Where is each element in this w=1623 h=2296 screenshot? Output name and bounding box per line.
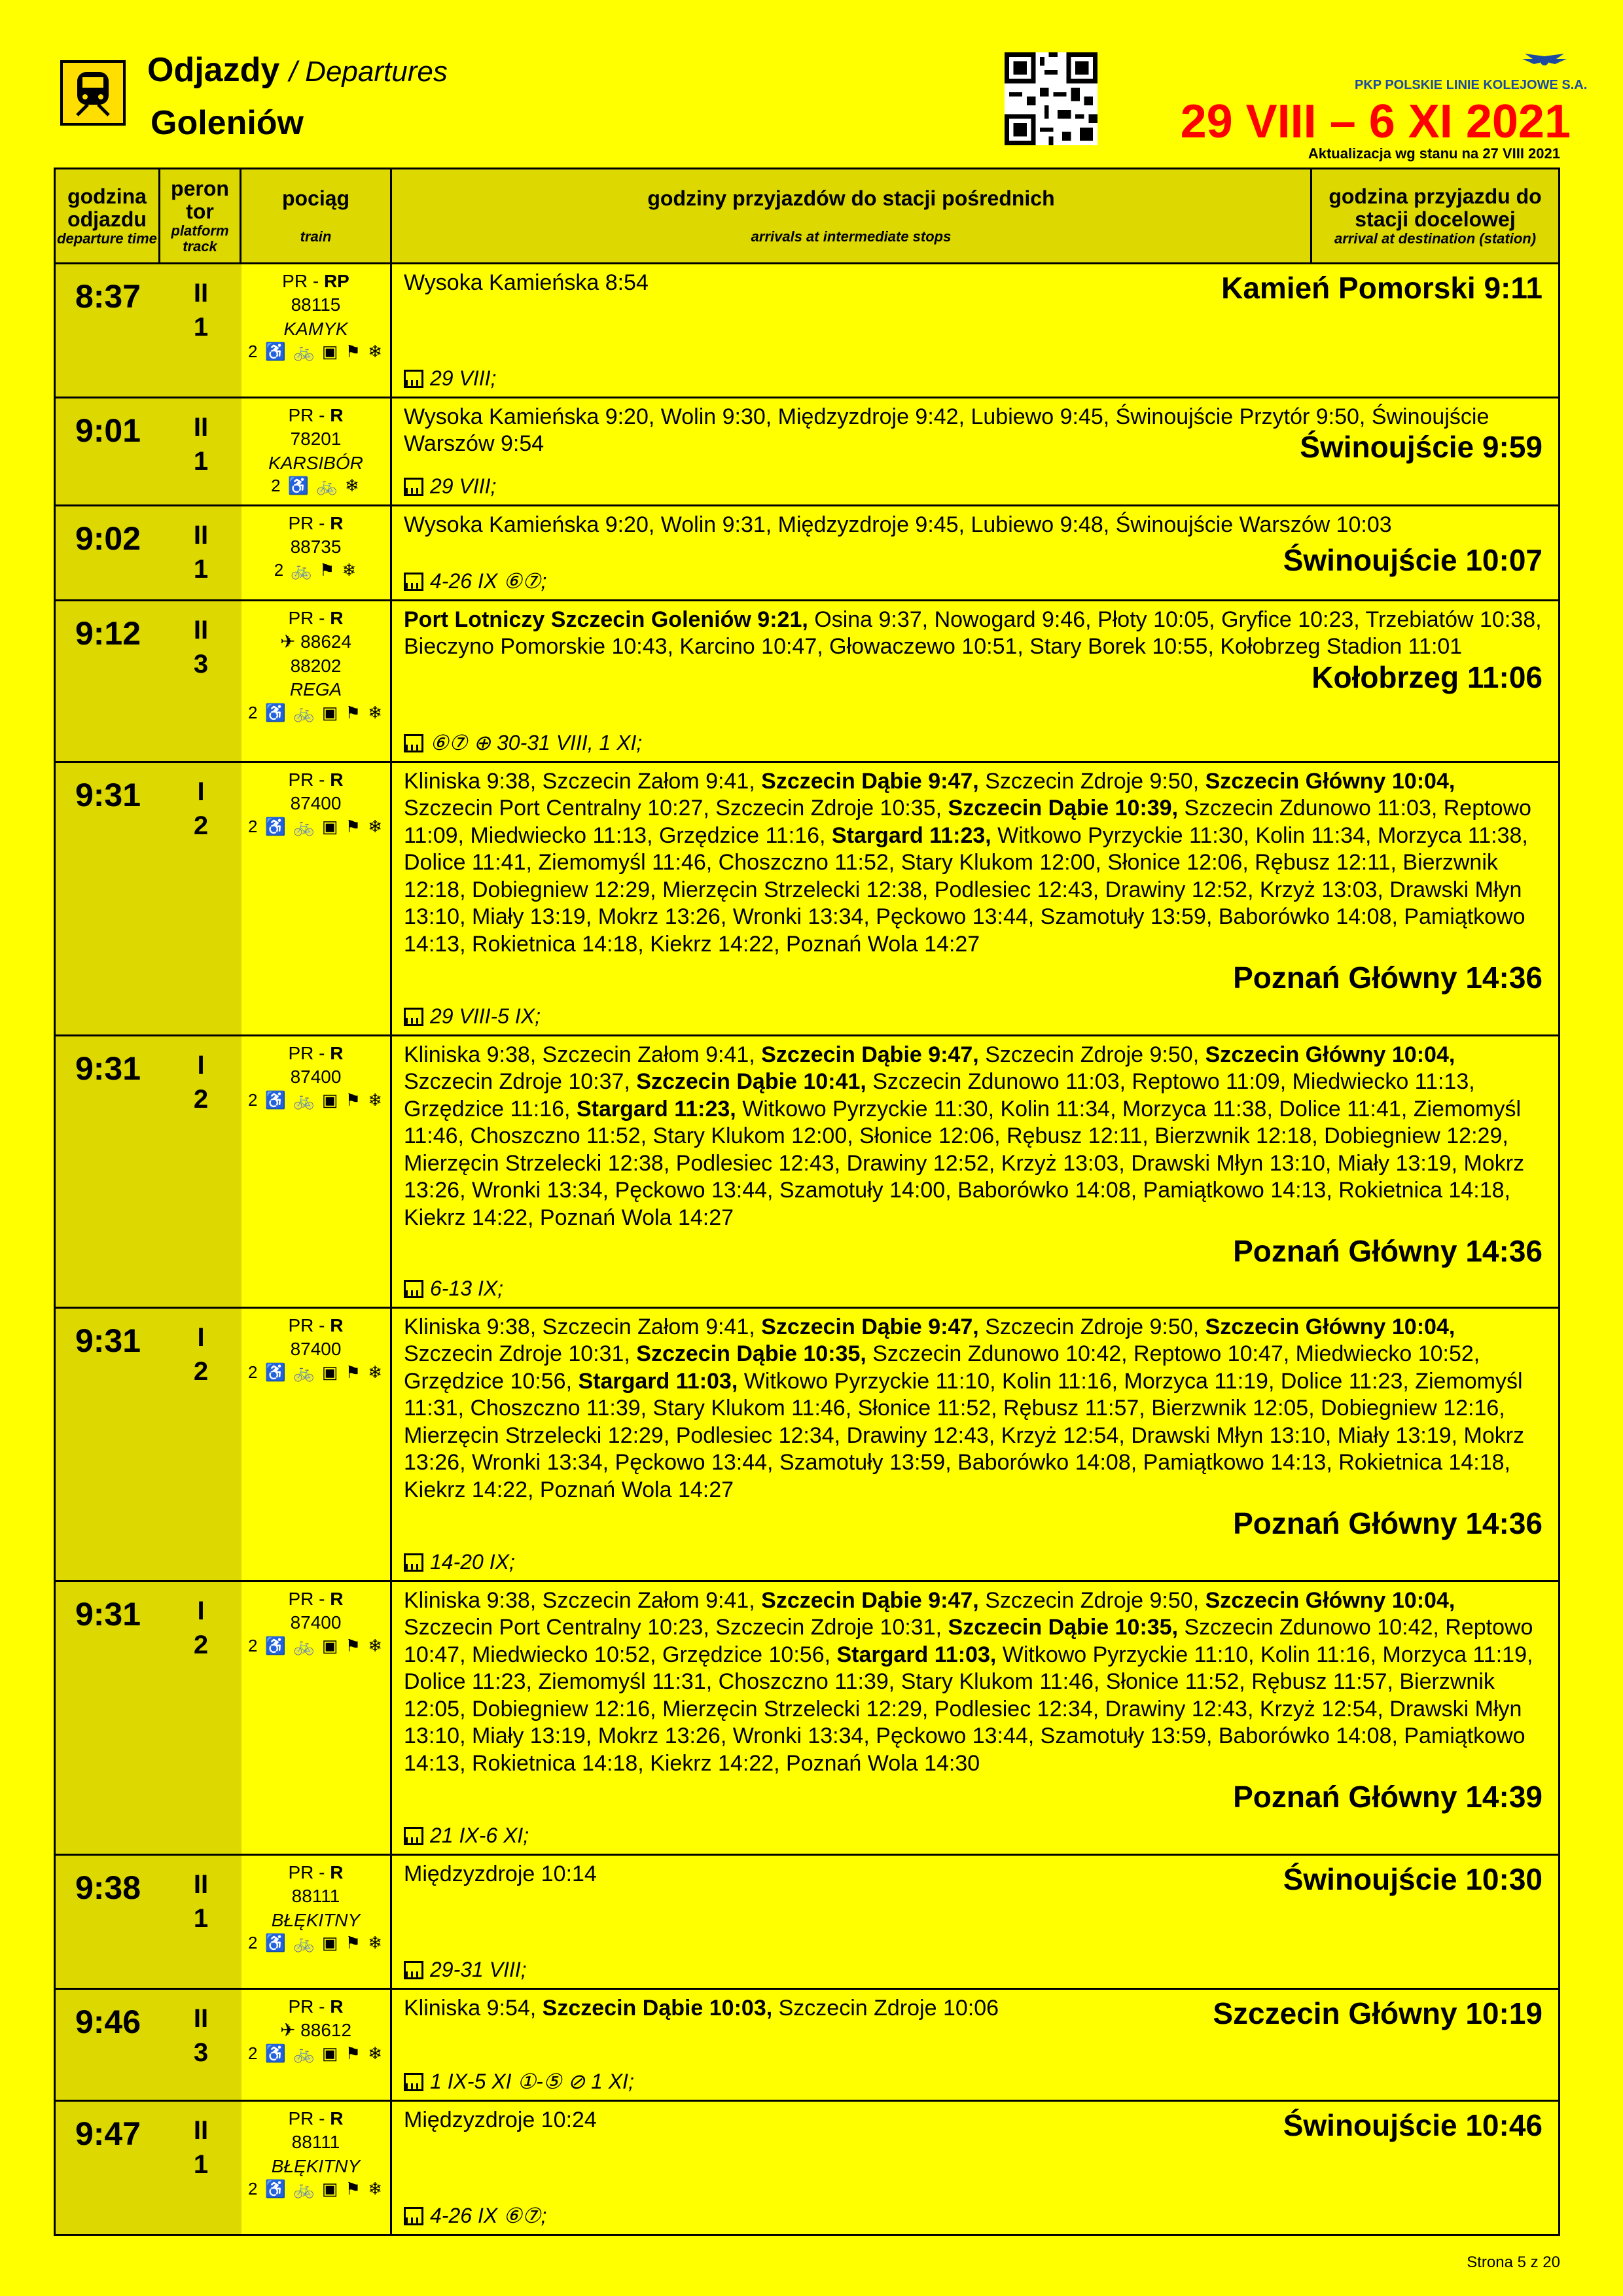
calendar-icon bbox=[404, 1008, 423, 1026]
train-name: KARSIBÓR bbox=[268, 452, 363, 473]
train-number: 87400 bbox=[290, 1339, 342, 1360]
train-info bbox=[241, 1990, 392, 2100]
calendar-note bbox=[404, 1957, 527, 1983]
departure-time: 9:01 bbox=[75, 412, 141, 449]
intermediate-stops bbox=[392, 1856, 1558, 1988]
track: 3 bbox=[193, 2038, 209, 2067]
table-row bbox=[56, 506, 1558, 601]
platform: I bbox=[197, 1597, 205, 1625]
platform-track bbox=[160, 1990, 241, 2100]
table-row bbox=[56, 398, 1558, 506]
train-number: 88735 bbox=[290, 537, 342, 557]
calendar-note bbox=[404, 2203, 546, 2229]
track: 1 bbox=[193, 313, 209, 342]
title-pl: Odjazdy bbox=[147, 51, 280, 89]
category: PR bbox=[288, 405, 314, 425]
intermediate-stops bbox=[392, 264, 1558, 397]
calendar-icon bbox=[404, 1553, 423, 1572]
departure-time: 9:31 bbox=[75, 1322, 141, 1359]
track: 1 bbox=[193, 1904, 209, 1933]
train-name: BŁĘKITNY bbox=[271, 1909, 361, 1930]
category: PR bbox=[288, 2108, 314, 2128]
departure-time: 9:31 bbox=[75, 1596, 141, 1633]
track: 1 bbox=[193, 555, 209, 584]
departure-time: 8:37 bbox=[75, 278, 141, 315]
stops-list: Kliniska 9:38, Szczecin Załom 9:41, Szczecin Dąbie 9:47, Szczecin Zdroje 9:50, Szczecin Główny 10:04, Szczecin Zdroje 10:31, Szczecin Dąbie 10:35, Szczecin Zdunowo 10:42, Reptowo 10:47, Miedwiecko 10:52, Grzędzice 10:56, Stargard 11:03, Witkowo Pyrzyckie 11:10, Kolin 11:16, Morzyca 11:19, Dolice 11:23, Ziemomyśl 11:31, Choszczno 11:39, Stary Klukom 11:46, Słonice 11:52, Rębusz 11:57, Bierzwnik 12:05, Dobiegniew 12:16, Mierzęcin Strzelecki 12:29, Podlesiec 12:34, Drawiny 12:43, Krzyż 12:54, Drawski Młyn 13:10, Miały 13:19, Mokrz 13:26, Wronki 13:34, Pęckowo 13:44, Szamotuły 13:59, Baborówko 14:08, Pamiątkowo 14:13, Rokietnica 14:18, Kiekrz 14:22, Poznań Wola 14:27 bbox=[404, 1315, 1525, 1502]
calendar-icon bbox=[404, 1280, 423, 1298]
table-row bbox=[56, 1582, 1558, 1856]
amenity-icons: 2 ♿ 🚲 ▣ ⚑ ❄ bbox=[248, 816, 383, 836]
train-info bbox=[241, 601, 392, 761]
platform-track bbox=[160, 2102, 241, 2234]
stops-list: Port Lotniczy Szczecin Goleniów 9:21, Osina 9:37, Nowogard 9:46, Płoty 10:05, Gryfice 10:23, Trzebiatów 10:38, Bieczyno Pomorskie 10:43, Karcino 10:47, Głowaczewo 10:51, Stary Borek 10:55, Kołobrzeg Stadion 11:01 bbox=[404, 607, 1542, 660]
departure-time: 9:47 bbox=[75, 2115, 141, 2152]
departure-time: 9:38 bbox=[75, 1869, 141, 1906]
validity-period: 29 VIII – 6 XI 2021 bbox=[1180, 96, 1571, 148]
platform: I bbox=[197, 1323, 205, 1352]
destination: Szczecin Główny 10:19 bbox=[1213, 1996, 1543, 2030]
platform-track bbox=[160, 1856, 241, 1988]
departures-table bbox=[54, 168, 1560, 2236]
operator-name: PKP POLSKIE LINIE KOLEJOWE S.A. bbox=[1355, 78, 1588, 92]
stops-list: Wysoka Kamieńska 9:20, Wolin 9:31, Międzyzdroje 9:45, Lubiewo 9:48, Świnoujście Warszów 10:03 bbox=[404, 512, 1392, 537]
row-left bbox=[56, 1309, 241, 1580]
stops-list: Kliniska 9:54, Szczecin Dąbie 10:03, Szczecin Zdroje 10:06 bbox=[404, 1996, 999, 2021]
platform: II bbox=[193, 1870, 209, 1899]
operator-code: R bbox=[330, 1862, 344, 1882]
operating-days: 29 VIII-5 IX; bbox=[430, 1004, 541, 1028]
intermediate-stops bbox=[392, 2102, 1558, 2234]
platform-track bbox=[160, 1582, 241, 1854]
operating-days: 4-26 IX ⑥⑦; bbox=[430, 569, 547, 593]
table-row bbox=[56, 601, 1558, 763]
category: PR bbox=[288, 1589, 314, 1609]
row-left bbox=[56, 264, 241, 397]
train-name: BŁĘKITNY bbox=[271, 2155, 361, 2176]
category: PR bbox=[288, 1996, 314, 2017]
intermediate-stops bbox=[392, 1582, 1558, 1854]
calendar-note bbox=[404, 730, 642, 756]
platform: II bbox=[193, 2116, 209, 2145]
platform-track bbox=[160, 506, 241, 599]
track: 2 bbox=[193, 1357, 209, 1386]
operator-code: R bbox=[330, 1315, 344, 1335]
table-body bbox=[56, 264, 1558, 2234]
row-left bbox=[56, 1990, 241, 2100]
table-row bbox=[56, 1990, 1558, 2102]
calendar-note bbox=[404, 1004, 541, 1029]
row-left bbox=[56, 1856, 241, 1988]
train-category: PR - R bbox=[288, 513, 344, 533]
amenity-icons: 2 ♿ 🚲 ▣ ⚑ ❄ bbox=[248, 2043, 383, 2063]
calendar-icon bbox=[404, 370, 423, 388]
destination: Poznań Główny 14:36 bbox=[1233, 961, 1543, 995]
platform: II bbox=[193, 279, 209, 308]
operator-code: R bbox=[330, 2108, 344, 2128]
platform: II bbox=[193, 616, 209, 645]
train-category: PR - R bbox=[288, 769, 344, 790]
table-row bbox=[56, 264, 1558, 398]
operator-code: R bbox=[330, 1996, 344, 2017]
platform: II bbox=[193, 521, 209, 550]
operator-code: R bbox=[330, 405, 344, 425]
intermediate-stops bbox=[392, 1036, 1558, 1307]
operator-code: R bbox=[330, 1589, 344, 1609]
category: PR bbox=[288, 769, 314, 790]
col-departure: godzina odjazdu departure time bbox=[56, 169, 160, 262]
platform-track bbox=[160, 601, 241, 761]
calendar-icon bbox=[404, 1961, 423, 1979]
operating-days: 29 VIII; bbox=[430, 474, 497, 498]
train-icon bbox=[60, 60, 126, 126]
track: 1 bbox=[193, 2150, 209, 2179]
train-info bbox=[241, 1036, 392, 1307]
amenity-icons: 2 ♿ 🚲 ▣ ⚑ ❄ bbox=[248, 1933, 383, 1953]
train-info bbox=[241, 763, 392, 1034]
stops-list: Wysoka Kamieńska 8:54 bbox=[404, 270, 649, 295]
calendar-icon bbox=[404, 734, 423, 752]
operator-code: R bbox=[330, 1043, 344, 1063]
calendar-note bbox=[404, 1549, 515, 1575]
departure-time: 9:46 bbox=[75, 2004, 141, 2040]
intermediate-stops bbox=[392, 506, 1558, 599]
intermediate-stops bbox=[392, 1990, 1558, 2100]
operator-code: R bbox=[330, 608, 344, 628]
page-title bbox=[147, 51, 448, 90]
operating-days: 1 IX-5 XI ①-⑤ ⊘ 1 XI; bbox=[430, 2069, 634, 2093]
operating-days: 21 IX-6 XI; bbox=[430, 1823, 529, 1847]
stops-list: Kliniska 9:38, Szczecin Załom 9:41, Szczecin Dąbie 9:47, Szczecin Zdroje 9:50, Szczecin Główny 10:04, Szczecin Port Centralny 10:27, Szczecin Zdroje 10:35, Szczecin Dąbie 10:39, Szczecin Zdunowo 11:03, Reptowo 11:09, Miedwiecko 11:13, Grzędzice 11:16, Stargard 11:23, Witkowo Pyrzyckie 11:30, Kolin 11:34, Morzyca 11:38, Dolice 11:41, Ziemomyśl 11:46, Choszczno 11:52, Stary Klukom 12:00, Słonice 12:06, Rębusz 12:11, Bierzwnik 12:18, Dobiegniew 12:29, Mierzęcin Strzelecki 12:38, Podlesiec 12:43, Drawiny 12:52, Krzyż 13:03, Drawski Młyn 13:10, Miały 13:19, Mokrz 13:26, Wronki 13:34, Pęckowo 13:44, Szamotuły 13:59, Baborówko 14:08, Pamiątkowo 14:13, Rokietnica 14:18, Kiekrz 14:22, Poznań Wola 14:27 bbox=[404, 769, 1531, 957]
track: 2 bbox=[193, 811, 209, 840]
row-left bbox=[56, 1582, 241, 1854]
train-category: PR - R bbox=[288, 405, 344, 425]
train-category: PR - R bbox=[288, 2108, 344, 2128]
train-number: ✈ 88612 bbox=[279, 2020, 352, 2041]
row-left bbox=[56, 1036, 241, 1307]
destination: Poznań Główny 14:39 bbox=[1233, 1780, 1543, 1814]
col-train: pociąg train bbox=[241, 169, 392, 262]
platform: I bbox=[197, 777, 205, 806]
destination: Świnoujście 10:30 bbox=[1283, 1862, 1543, 1896]
calendar-icon bbox=[404, 478, 423, 496]
operating-days: 14-20 IX; bbox=[430, 1549, 515, 1574]
track: 2 bbox=[193, 1631, 209, 1659]
row-left bbox=[56, 601, 241, 761]
train-category: PR - R bbox=[288, 1315, 344, 1335]
destination: Kamień Pomorski 9:11 bbox=[1221, 271, 1543, 305]
operating-days: 6-13 IX; bbox=[430, 1276, 504, 1300]
operator-logo bbox=[1355, 52, 1588, 93]
operating-days: 4-26 IX ⑥⑦; bbox=[430, 2203, 547, 2227]
amenity-icons: 2 ♿ 🚲 ▣ ⚑ ❄ bbox=[248, 1362, 383, 1382]
destination: Świnoujście 9:59 bbox=[1300, 430, 1543, 464]
category: PR bbox=[288, 1043, 314, 1063]
departure-time: 9:31 bbox=[75, 1050, 141, 1087]
train-number: 87400 bbox=[290, 793, 342, 814]
pkp-wings-icon bbox=[1518, 52, 1571, 75]
train-number: 87400 bbox=[290, 1067, 342, 1087]
stops-list: Wysoka Kamieńska 9:20, Wolin 9:30, Międzyzdroje 9:42, Lubiewo 9:45, Świnoujście Przytór 9:50, Świnoujście Warszów 9:54 bbox=[404, 404, 1489, 457]
train-category: PR - R bbox=[288, 1043, 344, 1063]
operating-days: 29 VIII; bbox=[430, 366, 497, 390]
intermediate-stops bbox=[392, 763, 1558, 1034]
train-info bbox=[241, 506, 392, 599]
table-row bbox=[56, 1309, 1558, 1582]
train-category: PR - RP bbox=[282, 271, 349, 291]
amenity-icons: 2 ♿ 🚲 ▣ ⚑ ❄ bbox=[248, 2179, 383, 2199]
stops-list: Międzyzdroje 10:14 bbox=[404, 1862, 597, 1886]
table-header bbox=[56, 169, 1558, 264]
track: 1 bbox=[193, 447, 209, 476]
intermediate-stops bbox=[392, 1309, 1558, 1580]
departure-time: 9:02 bbox=[75, 520, 141, 557]
train-info bbox=[241, 1856, 392, 1988]
calendar-note bbox=[404, 1276, 503, 1301]
intermediate-stops bbox=[392, 601, 1558, 761]
calendar-note bbox=[404, 1823, 529, 1848]
destination: Świnoujście 10:46 bbox=[1283, 2108, 1543, 2142]
train-number: 88111 bbox=[291, 2132, 340, 2153]
departure-time: 9:31 bbox=[75, 777, 141, 813]
calendar-icon bbox=[404, 2207, 423, 2225]
train-number-2: 88202 bbox=[290, 655, 342, 676]
amenity-icons: 2 ♿ 🚲 ▣ ⚑ ❄ bbox=[248, 1089, 383, 1110]
update-note: Aktualizacja wg stanu na 27 VIII 2021 bbox=[1308, 145, 1560, 162]
category: PR bbox=[288, 608, 314, 628]
track: 3 bbox=[193, 650, 209, 679]
train-name: KAMYK bbox=[283, 318, 348, 339]
departure-time: 9:12 bbox=[75, 615, 141, 652]
operator-code: R bbox=[330, 513, 344, 533]
calendar-note bbox=[404, 474, 496, 499]
calendar-icon bbox=[404, 1827, 423, 1845]
train-category: PR - R bbox=[288, 1862, 344, 1882]
destination: Świnoujście 10:07 bbox=[1283, 543, 1543, 577]
page-number: Strona 5 z 20 bbox=[1467, 2253, 1560, 2271]
amenity-icons: 2 ♿ 🚲 ❄ bbox=[271, 476, 361, 496]
destination: Poznań Główny 14:36 bbox=[1233, 1234, 1543, 1268]
category: PR bbox=[282, 271, 308, 291]
train-info bbox=[241, 398, 392, 504]
operator-code: R bbox=[330, 769, 344, 790]
calendar-icon bbox=[404, 573, 423, 591]
platform-track bbox=[160, 264, 241, 397]
row-left bbox=[56, 398, 241, 504]
train-category: PR - R bbox=[288, 1996, 344, 2017]
train-info bbox=[241, 1309, 392, 1580]
category: PR bbox=[288, 1862, 314, 1882]
operating-days: ⑥⑦ ⊕ 30-31 VIII, 1 XI; bbox=[430, 730, 643, 754]
col-stops: godziny przyjazdów do stacji pośrednich arrivals at intermediate stops bbox=[392, 169, 1312, 262]
amenity-icons: 2 ♿ 🚲 ▣ ⚑ ❄ bbox=[248, 702, 383, 722]
train-pictogram bbox=[63, 63, 123, 123]
amenity-icons: 2 🚲 ⚑ ❄ bbox=[274, 559, 358, 580]
row-left bbox=[56, 506, 241, 599]
train-number: ✈ 88624 bbox=[279, 631, 352, 652]
operating-days: 29-31 VIII; bbox=[430, 1957, 527, 1981]
category: PR bbox=[288, 1315, 314, 1335]
train-number: 88115 bbox=[291, 294, 341, 315]
train-category: PR - R bbox=[288, 1589, 344, 1609]
platform-track bbox=[160, 1309, 241, 1580]
calendar-note bbox=[404, 569, 546, 594]
row-left bbox=[56, 763, 241, 1034]
intermediate-stops bbox=[392, 398, 1558, 504]
train-number: 87400 bbox=[290, 1612, 342, 1633]
stops-list: Kliniska 9:38, Szczecin Załom 9:41, Szczecin Dąbie 9:47, Szczecin Zdroje 9:50, Szczecin Główny 10:04, Szczecin Zdroje 10:37, Szczecin Dąbie 10:41, Szczecin Zdunowo 11:03, Reptowo 11:09, Miedwiecko 11:13, Grzędzice 11:16, Stargard 11:23, Witkowo Pyrzyckie 11:30, Kolin 11:34, Morzyca 11:38, Dolice 11:41, Ziemomyśl 11:46, Choszczno 11:52, Stary Klukom 12:00, Słonice 12:06, Rębusz 12:11, Bierzwnik 12:18, Dobiegniew 12:29, Mierzęcin Strzelecki 12:38, Podlesiec 12:43, Drawiny 12:52, Krzyż 13:03, Drawski Młyn 13:10, Miały 13:19, Mokrz 13:26, Wronki 13:34, Pęckowo 13:44, Szamotuły 14:00, Baborówko 14:08, Pamiątkowo 14:13, Rokietnica 14:18, Kiekrz 14:22, Poznań Wola 14:27 bbox=[404, 1042, 1525, 1230]
amenity-icons: 2 ♿ 🚲 ▣ ⚑ ❄ bbox=[248, 342, 383, 362]
amenity-icons: 2 ♿ 🚲 ▣ ⚑ ❄ bbox=[248, 1635, 383, 1655]
train-info bbox=[241, 1582, 392, 1854]
table-row bbox=[56, 1036, 1558, 1309]
col-platform: peron tor platform track bbox=[160, 169, 241, 262]
calendar-icon bbox=[404, 2073, 423, 2091]
calendar-note bbox=[404, 2069, 634, 2094]
train-category: PR - R bbox=[288, 608, 344, 628]
destination: Kołobrzeg 11:06 bbox=[1311, 660, 1543, 694]
platform-track bbox=[160, 398, 241, 504]
stops-list: Międzyzdroje 10:24 bbox=[404, 2108, 597, 2132]
platform: II bbox=[193, 413, 209, 442]
platform: I bbox=[197, 1051, 205, 1080]
station-name: Goleniów bbox=[151, 104, 304, 142]
operator-code: RP bbox=[323, 271, 349, 291]
col-destination: godzina przyjazdu do stacji docelowej arrival at destination (station) bbox=[1329, 184, 1542, 247]
train-number: 78201 bbox=[290, 429, 342, 450]
destination: Poznań Główny 14:36 bbox=[1233, 1506, 1543, 1540]
train-info bbox=[241, 2102, 392, 2234]
table-row bbox=[56, 1856, 1558, 1990]
table-row bbox=[56, 2102, 1558, 2234]
train-name: REGA bbox=[289, 679, 342, 700]
category: PR bbox=[288, 513, 314, 533]
stops-list: Kliniska 9:38, Szczecin Załom 9:41, Szczecin Dąbie 9:47, Szczecin Zdroje 9:50, Szczecin Główny 10:04, Szczecin Port Centralny 10:23, Szczecin Zdroje 10:31, Szczecin Dąbie 10:35, Szczecin Zdunowo 10:42, Reptowo 10:47, Miedwiecko 10:52, Grzędzice 10:56, Stargard 11:03, Witkowo Pyrzyckie 11:10, Kolin 11:16, Morzyca 11:19, Dolice 11:23, Ziemomyśl 11:31, Choszczno 11:39, Stary Klukom 11:46, Słonice 11:52, Rębusz 11:57, Bierzwnik 12:05, Dobiegniew 12:16, Mierzęcin Strzelecki 12:29, Podlesiec 12:34, Drawiny 12:43, Krzyż 12:54, Drawski Młyn 13:10, Miały 13:19, Mokrz 13:26, Wronki 13:34, Pęckowo 13:44, Szamotuły 13:59, Baborówko 14:08, Pamiątkowo 14:13, Rokietnica 14:18, Kiekrz 14:22, Poznań Wola 14:30 bbox=[404, 1588, 1533, 1776]
platform: II bbox=[193, 2004, 209, 2033]
table-row bbox=[56, 763, 1558, 1036]
train-info bbox=[241, 264, 392, 397]
track: 2 bbox=[193, 1085, 209, 1114]
calendar-note bbox=[404, 366, 496, 391]
platform-track bbox=[160, 1036, 241, 1307]
train-number: 88111 bbox=[291, 1886, 340, 1907]
title-en: / Departures bbox=[289, 56, 448, 88]
row-left bbox=[56, 2102, 241, 2234]
platform-track bbox=[160, 763, 241, 1034]
